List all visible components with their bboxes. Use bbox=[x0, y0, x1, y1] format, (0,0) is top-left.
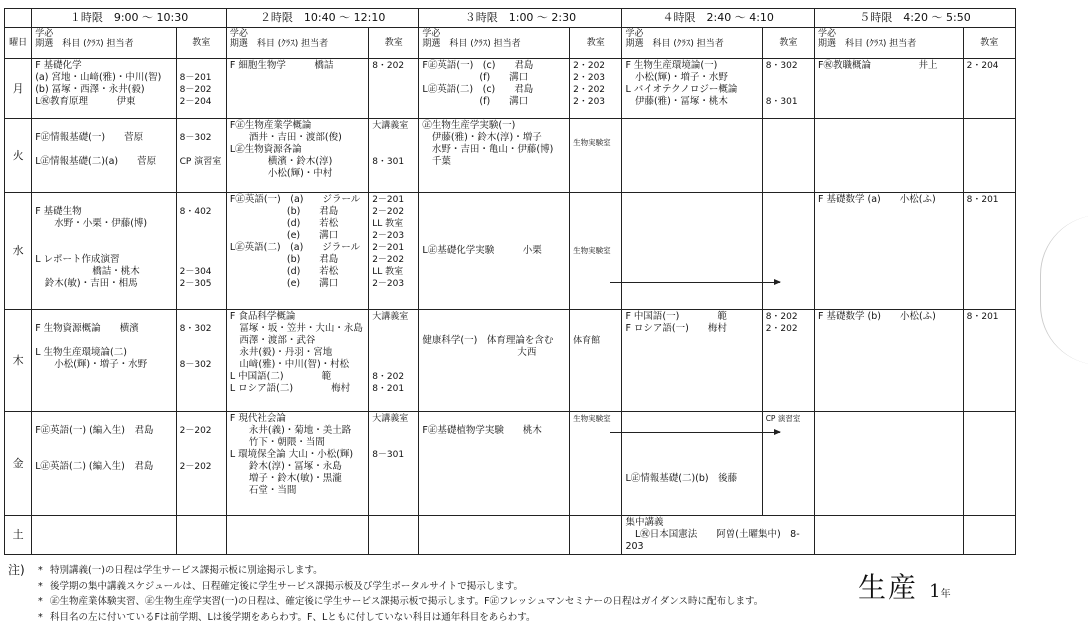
course-cell bbox=[32, 516, 176, 555]
course-cell: F㊣英語(一) (a) ジラール (b) 君島 (d) 若松 (e) 溝口 L㊣英語(二) (a) ジラール (b) 君島 (d) 若松 (e) 溝口 bbox=[226, 193, 368, 310]
note-item: * ㊣生物産業体験実習、㊣生物生産学実習(一)の日程は、確定後に学生サービス課掲示板で掲示します。F㊣フレッシュマンセミナーの日程はガイダンス時に配布します。 bbox=[4, 594, 1004, 610]
row-friday bbox=[5, 412, 1016, 516]
course-cell: F 現代社会論 永井(義)・菊地・美土路 竹下・朝隈・当間 L 環境保全論 大山・小松(輝) 鈴木(淳)・冨塚・永島 増子・鈴木(敏)・黒瀧 石堂・当間 bbox=[226, 412, 368, 516]
course-cell: F 生物生産環境論(一) 小松(輝)・増子・水野 L バイオテクノロジー概論 伊藤(雅)・冨塚・桃木 bbox=[622, 59, 762, 119]
course-cell: F 食品科学概論 冨塚・坂・笠井・大山・永島 西澤・渡部・武谷 永井(毅)・丹羽・宮地 山﨑(雅)・中川(智)・村松 L 中国語(二) 範 L ロシア語(二) 梅村 bbox=[226, 310, 368, 412]
room-cell: CP 演習室 bbox=[762, 412, 814, 516]
room-cell: 大講義室 8・301 bbox=[369, 119, 419, 193]
room-cell bbox=[176, 516, 226, 555]
course-col-header bbox=[32, 28, 176, 59]
course-cell bbox=[226, 516, 368, 555]
room-cell: 生物実験室 bbox=[570, 193, 622, 310]
course-cell: F 基礎数学 (b) 小松(ふ) bbox=[815, 310, 964, 412]
course-cell: F 基礎数学 (a) 小松(ふ) bbox=[815, 193, 964, 310]
room-cell: 8・202 2・202 bbox=[762, 310, 814, 412]
day-label-wednesday: 水 bbox=[5, 193, 32, 310]
course-cell: F 基礎化学 (a) 宮地・山﨑(雅)・中川(智) (b) 冨塚・西澤・永井(毅) L㊗教育原理 伊東 bbox=[32, 59, 176, 119]
notes-section bbox=[4, 563, 1004, 625]
course-cell: F㊣生物産業学概論 酒井・吉田・渡部(俊) L㊣生物資源各論 横濱・鈴木(淳) 小松(輝)・中村 bbox=[226, 119, 368, 193]
room-cell: 生物実験室 bbox=[570, 119, 622, 193]
course-cell: F㊣英語(一) (編入生) 君島 L㊣英語(二) (編入生) 君島 bbox=[32, 412, 176, 516]
course-col-header bbox=[226, 28, 368, 59]
room-cell bbox=[762, 193, 814, 310]
course-cell: 健康科学(一) 体育理論を含む 大西 bbox=[419, 310, 570, 412]
day-label-monday: 月 bbox=[5, 59, 32, 119]
req-label: 学必 bbox=[818, 29, 837, 39]
room-cell: 体育館 bbox=[570, 310, 622, 412]
course-cell bbox=[622, 193, 762, 310]
row-monday bbox=[5, 59, 1016, 119]
department-year-label bbox=[858, 566, 951, 606]
weekday-label: 曜日 bbox=[5, 28, 32, 59]
subheader-row bbox=[5, 28, 1016, 59]
note-item: * 科目名の左に付いているFは前学期、Lは後学期をあらわす。F、Lともに付していない科目は通年科目をあらわす。 bbox=[4, 610, 1004, 626]
room-col-header: 教室 bbox=[369, 28, 419, 59]
room-cell: 8・201 bbox=[963, 310, 1015, 412]
room-cell: 8・402 2－304 2－305 bbox=[176, 193, 226, 310]
room-cell: 大講義室 8・202 8・201 bbox=[369, 310, 419, 412]
day-label-saturday: 土 bbox=[5, 516, 32, 555]
day-label-tuesday: 火 bbox=[5, 119, 32, 193]
row-tuesday bbox=[5, 119, 1016, 193]
col-fields-label: 期選 科目 (ｸﾗｽ) 担当者 bbox=[625, 39, 724, 49]
notes-label: 注) bbox=[8, 563, 25, 577]
period-1-header: １時限 9:00 ～ 10:30 bbox=[32, 9, 227, 28]
day-header bbox=[5, 9, 32, 28]
continuation-arrow bbox=[610, 432, 780, 433]
period-2-header: ２時限 10:40 ～ 12:10 bbox=[226, 9, 419, 28]
period-3-header: ３時限 1:00 ～ 2:30 bbox=[419, 9, 622, 28]
note-item: * 後学期の集中講義スケジュールは、日程確定後に学生サービス課掲示板及び学生ポータルサイトで掲示します。 bbox=[4, 579, 1004, 595]
room-cell bbox=[570, 516, 622, 555]
row-wednesday bbox=[5, 193, 1016, 310]
course-cell: ㊣生物生産学実験(一) 伊藤(雅)・鈴木(淳)・増子 水野・吉田・亀山・伊藤(博) 千葉 bbox=[419, 119, 570, 193]
period-5-header: ５時限 4:20 ～ 5:50 bbox=[815, 9, 1016, 28]
room-cell bbox=[963, 412, 1015, 516]
course-cell: F㊣情報基礎(一) 菅原 L㊣情報基礎(二)(a) 菅原 bbox=[32, 119, 176, 193]
course-cell-intensive: 集中講義 L㊗日本国憲法 阿曽(土曜集中) 8-203 bbox=[622, 516, 815, 555]
col-fields-label: 期選 科目 (ｸﾗｽ) 担当者 bbox=[818, 39, 917, 49]
req-label: 学必 bbox=[422, 29, 441, 39]
year-number: 1 bbox=[929, 581, 941, 602]
course-cell: F 基礎生物 水野・小栗・伊藤(博) L レポート作成演習 橋詰・桃木 鈴木(敏)・吉田・相馬 bbox=[32, 193, 176, 310]
room-cell: 8・302 8－302 bbox=[176, 310, 226, 412]
req-label: 学必 bbox=[35, 29, 54, 39]
timetable bbox=[4, 8, 1016, 555]
req-label: 学必 bbox=[229, 29, 248, 39]
note-item: * 特別講義(一)の日程は学生サービス課掲示板に別途掲示します。 bbox=[4, 563, 1004, 579]
day-label-friday: 金 bbox=[5, 412, 32, 516]
row-saturday bbox=[5, 516, 1016, 555]
col-fields-label: 期選 科目 (ｸﾗｽ) 担当者 bbox=[422, 39, 521, 49]
room-cell: 生物実験室 bbox=[570, 412, 622, 516]
course-cell bbox=[815, 412, 964, 516]
room-cell bbox=[369, 516, 419, 555]
col-fields-label: 期選 科目 (ｸﾗｽ) 担当者 bbox=[229, 39, 329, 49]
room-cell: 2－201 2－202 LL 教室 2－203 2－201 2－202 LL 教室 2－203 bbox=[369, 193, 419, 310]
course-cell: L㊣情報基礎(二)(b) 後藤 bbox=[622, 412, 762, 516]
room-cell: 8・302 8・301 bbox=[762, 59, 814, 119]
course-col-header bbox=[419, 28, 570, 59]
room-cell bbox=[963, 516, 1015, 555]
room-cell: 8・201 bbox=[963, 193, 1015, 310]
room-cell: 8－201 8－202 2－204 bbox=[176, 59, 226, 119]
col-fields-label: 期選 科目 (ｸﾗｽ) 担当者 bbox=[35, 39, 134, 49]
course-cell: F㊗教職概論 井上 bbox=[815, 59, 964, 119]
course-cell: L㊣基礎化学実験 小栗 bbox=[419, 193, 570, 310]
room-col-header: 教室 bbox=[762, 28, 814, 59]
course-col-header bbox=[815, 28, 964, 59]
room-col-header: 教室 bbox=[176, 28, 226, 59]
room-cell bbox=[963, 119, 1015, 193]
room-cell: 8・202 bbox=[369, 59, 419, 119]
course-cell: F 中国語(一) 範 F ロシア語(一) 梅村 bbox=[622, 310, 762, 412]
course-cell: F㊣英語(一) (c) 君島 (f) 溝口 L㊣英語(二) (c) 君島 (f) 溝口 bbox=[419, 59, 570, 119]
department-name: 生産 bbox=[858, 571, 919, 604]
course-cell: F㊣基礎植物学実験 桃木 bbox=[419, 412, 570, 516]
course-cell bbox=[419, 516, 570, 555]
room-cell: 2・202 2・203 2・202 2・203 bbox=[570, 59, 622, 119]
course-cell: F 細胞生物学 橋詰 bbox=[226, 59, 368, 119]
course-cell: F 生物資源概論 横濱 L 生物生産環境論(二) 小松(輝)・増子・水野 bbox=[32, 310, 176, 412]
room-cell: 8－302 CP 演習室 bbox=[176, 119, 226, 193]
room-cell: 大講義室 8－301 bbox=[369, 412, 419, 516]
room-cell bbox=[762, 119, 814, 193]
course-cell bbox=[815, 119, 964, 193]
room-cell: 2・204 bbox=[963, 59, 1015, 119]
room-col-header: 教室 bbox=[963, 28, 1015, 59]
period-header-row bbox=[5, 9, 1016, 28]
course-cell bbox=[622, 119, 762, 193]
row-thursday bbox=[5, 310, 1016, 412]
year-suffix: 年 bbox=[940, 589, 951, 600]
room-cell: 2－202 2－202 bbox=[176, 412, 226, 516]
room-col-header: 教室 bbox=[570, 28, 622, 59]
page-edge-mark bbox=[1040, 215, 1088, 365]
continuation-arrow bbox=[610, 282, 780, 283]
course-cell bbox=[815, 516, 964, 555]
period-4-header: ４時限 2:40 ～ 4:10 bbox=[622, 9, 815, 28]
req-label: 学必 bbox=[625, 29, 644, 39]
day-label-thursday: 木 bbox=[5, 310, 32, 412]
course-col-header bbox=[622, 28, 762, 59]
